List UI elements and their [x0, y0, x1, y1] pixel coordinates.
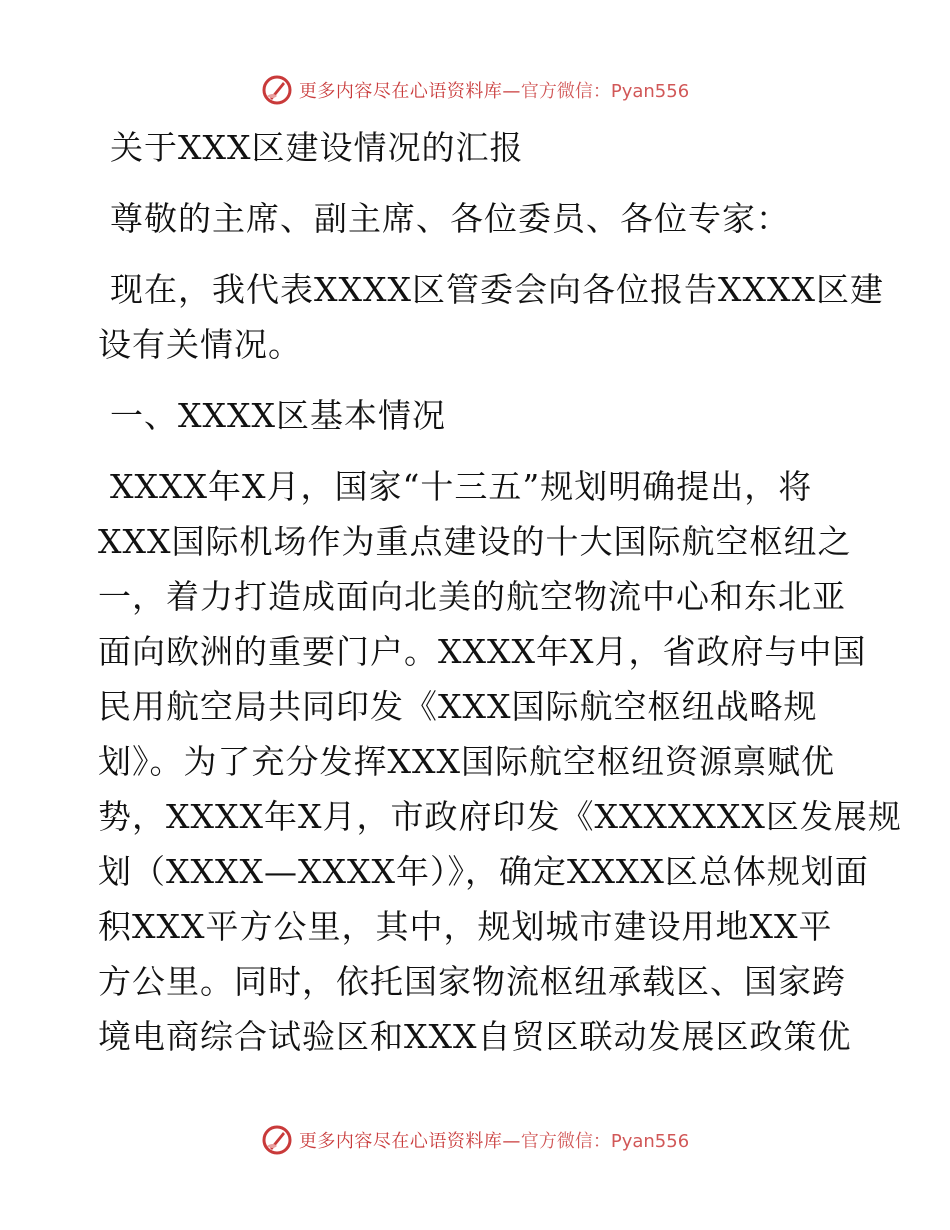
quill-logo-icon	[261, 1124, 293, 1156]
watermark-main-text: 更多内容尽在心语资料库—	[298, 81, 521, 102]
body-line: 划》。为了充分发挥XXX国际航空枢纽资源禀赋优	[98, 742, 835, 781]
intro-line: 现在，我代表XXXX区管委会向各位报告XXXX区建	[110, 270, 884, 309]
body-line: 境电商综合试验区和XXX自贸区联动发展区政策优	[98, 1017, 852, 1056]
quill-logo-icon	[261, 74, 293, 106]
intro-line: 设有关情况。	[98, 325, 302, 364]
watermark-wechat-text: 官方微信：Pyan556	[520, 1131, 690, 1152]
section-heading: 一、XXXX区基本情况	[110, 396, 446, 435]
salutation: 尊敬的主席、副主席、各位委员、各位专家：	[110, 199, 790, 238]
footer-watermark	[0, 1120, 950, 1160]
intro-paragraph	[98, 262, 884, 372]
header-watermark	[0, 70, 950, 110]
body-line: 方公里。同时，依托国家物流枢纽承载区、国家跨	[98, 962, 846, 1001]
watermark-wechat-text: 官方微信：Pyan556	[520, 81, 690, 102]
body-line: 势，XXXX年X月，市政府印发《XXXXXXX区发展规	[98, 797, 902, 836]
body-paragraph	[98, 459, 902, 1064]
body-line: XXX国际机场作为重点建设的十大国际航空枢纽之	[98, 522, 852, 561]
body-line: 面向欧洲的重要门户。XXXX年X月，省政府与中国	[98, 632, 867, 671]
body-line: 划（XXXX—XXXX年）》，确定XXXX区总体规划面	[98, 852, 869, 891]
body-line: 一，着力打造成面向北美的航空物流中心和东北亚	[98, 577, 846, 616]
body-line: XXXX年X月，国家“十三五”规划明确提出，将	[110, 467, 813, 506]
body-line: 民用航空局共同印发《XXX国际航空枢纽战略规	[98, 687, 818, 726]
document-title: 关于XXX区建设情况的汇报	[110, 128, 524, 167]
watermark-main-text: 更多内容尽在心语资料库—	[298, 1131, 521, 1152]
body-line: 积XXX平方公里，其中，规划城市建设用地XX平	[98, 907, 833, 946]
document-body	[98, 120, 902, 1064]
